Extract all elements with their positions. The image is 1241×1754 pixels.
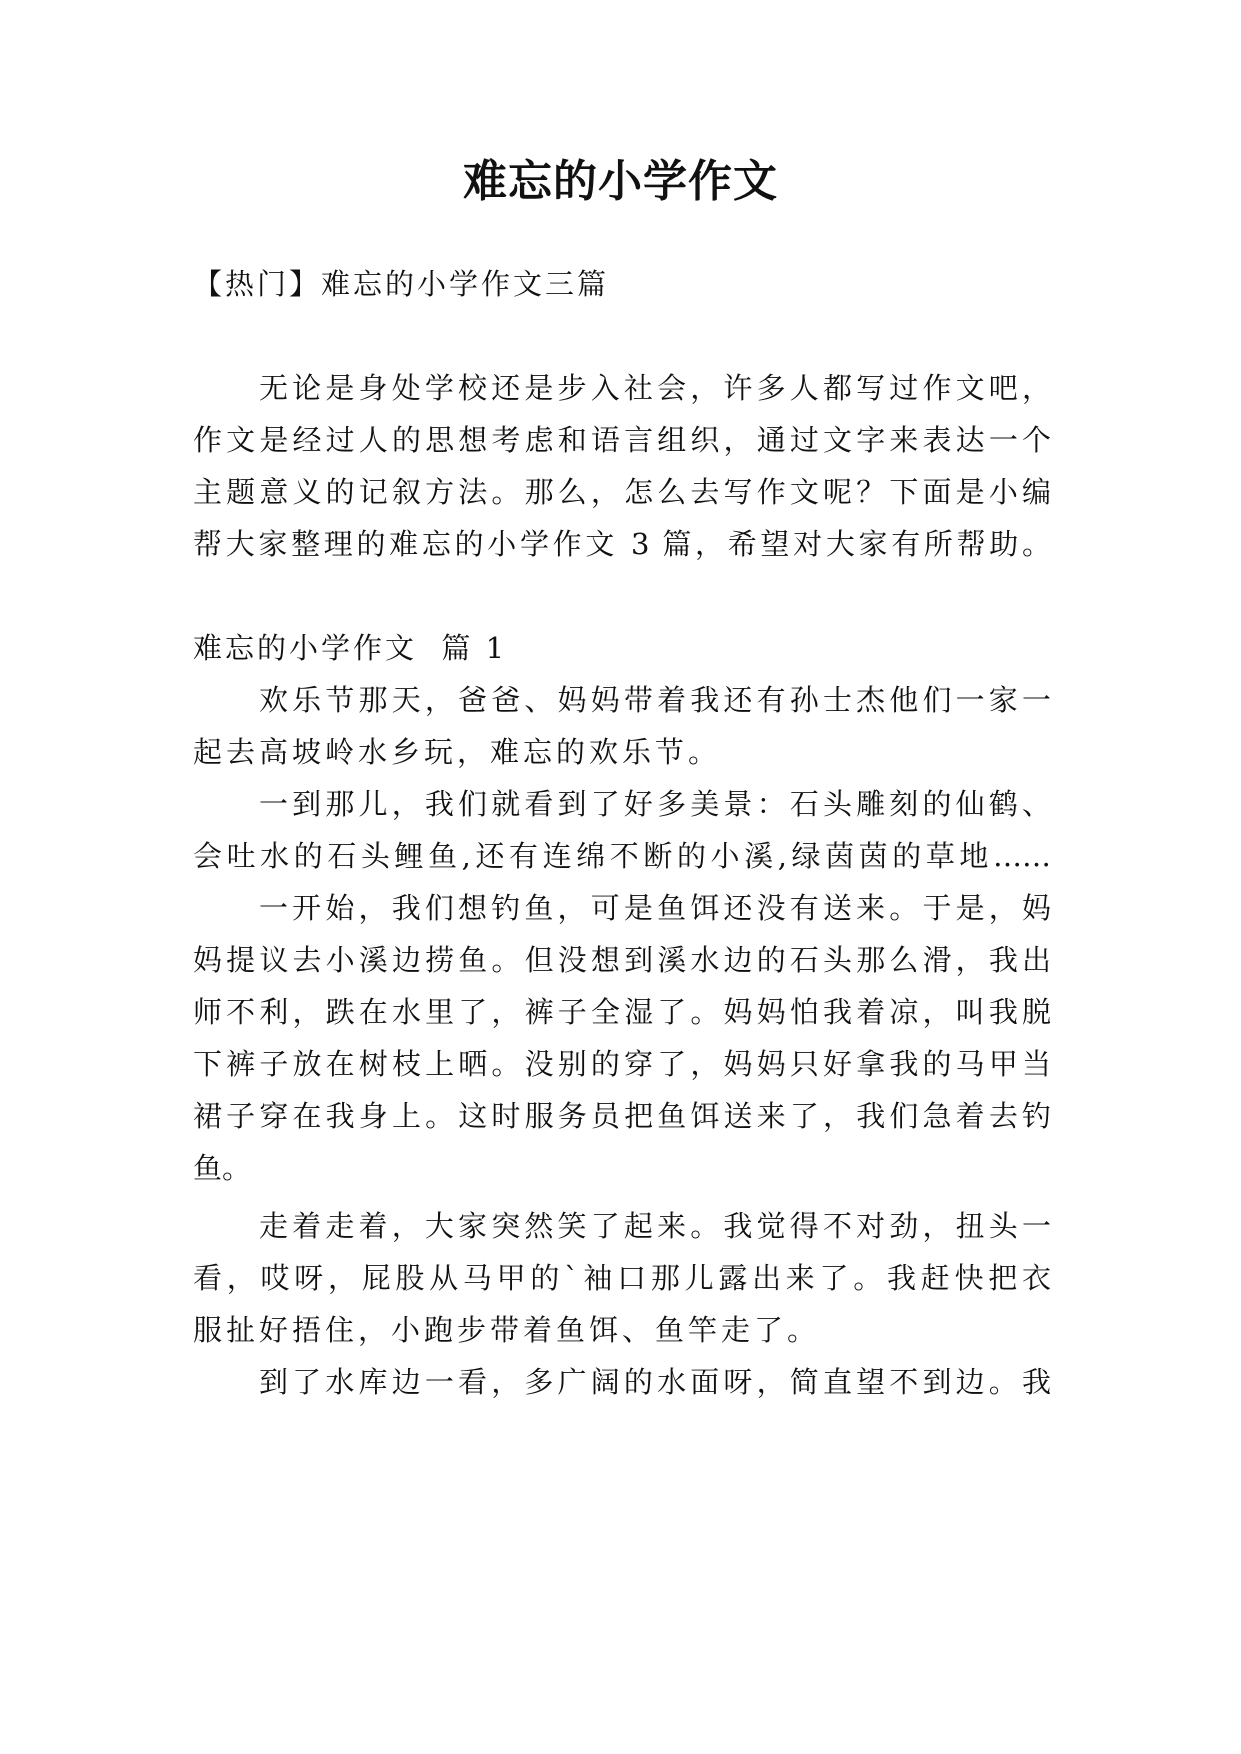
intro-line: 主题意义的记叙方法。那么，怎么去写作文呢？下面是小编	[193, 475, 1051, 509]
paragraph-line: 妈提议去小溪边捞鱼。但没想到溪水边的石头那么滑，我出	[193, 943, 1051, 977]
paragraph-line: 一到那儿，我们就看到了好多美景：石头雕刻的仙鹤、	[259, 787, 1051, 821]
document-subtitle: 【热门】难忘的小学作文三篇	[193, 267, 610, 301]
intro-line: 无论是身处学校还是步入社会，许多人都写过作文吧，	[259, 371, 1051, 405]
paragraph-line: 师不利，跌在水里了，裤子全湿了。妈妈怕我着凉，叫我脱	[193, 995, 1051, 1029]
document-title: 难忘的小学作文	[463, 156, 778, 207]
paragraph-line: 下裤子放在树枝上晒。没别的穿了，妈妈只好拿我的马甲当	[193, 1047, 1051, 1081]
intro-line: 作文是经过人的思想考虑和语言组织，通过文字来表达一个	[193, 423, 1051, 457]
paragraph-line: 走着走着，大家突然笑了起来。我觉得不对劲，扭头一	[259, 1209, 1051, 1243]
intro-line: 帮大家整理的难忘的小学作文 3 篇，希望对大家有所帮助。	[193, 527, 1051, 561]
paragraph-line: 裙子穿在我身上。这时服务员把鱼饵送来了，我们急着去钓	[193, 1099, 1051, 1133]
paragraph-line: 一开始，我们想钓鱼，可是鱼饵还没有送来。于是，妈	[259, 891, 1051, 925]
section-heading: 难忘的小学作文 篇 1	[193, 631, 508, 665]
paragraph-line: 会吐水的石头鲤鱼,还有连绵不断的小溪,绿茵茵的草地……	[193, 839, 1051, 873]
paragraph-line: 欢乐节那天，爸爸、妈妈带着我还有孙士杰他们一家一	[259, 683, 1051, 717]
paragraph-line: 起去高坡岭水乡玩，难忘的欢乐节。	[193, 735, 722, 769]
paragraph-line: 鱼。	[193, 1151, 252, 1185]
paragraph-line: 看，哎呀，屁股从马甲的`袖口那儿露出来了。我赶快把衣	[193, 1261, 1051, 1295]
paragraph-line: 服扯好捂住，小跑步带着鱼饵、鱼竿走了。	[193, 1313, 821, 1347]
paragraph-line: 到了水库边一看，多广阔的水面呀，简直望不到边。我	[259, 1365, 1051, 1399]
